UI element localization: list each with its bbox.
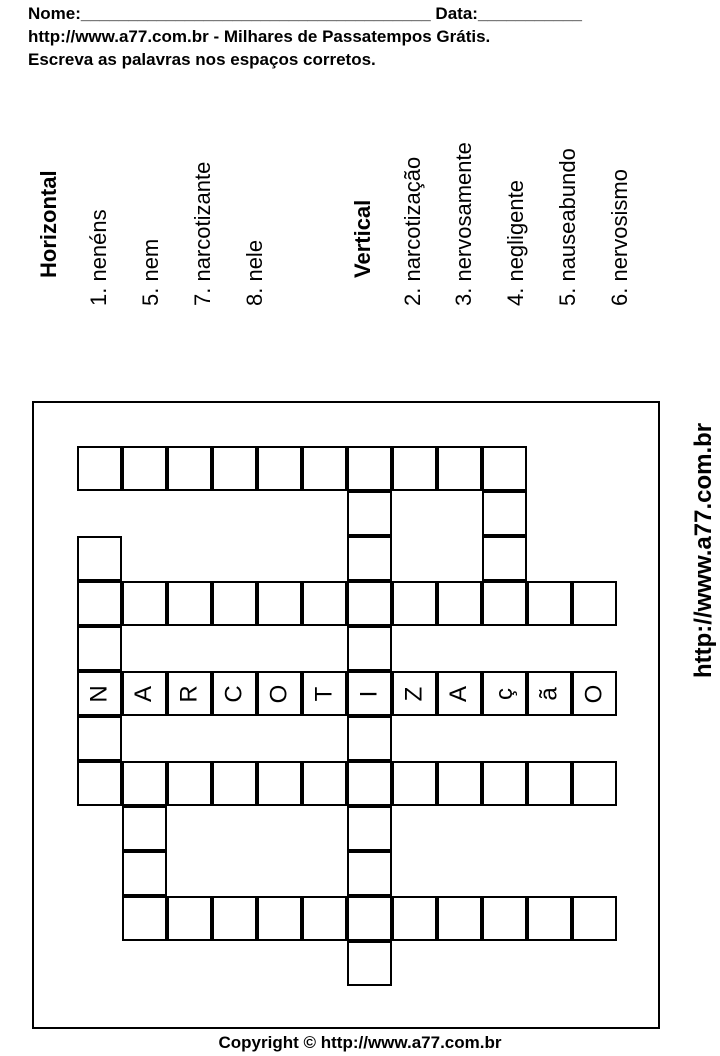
vertical-title: Vertical xyxy=(350,199,375,278)
side-url: http://www.a77.com.br xyxy=(690,422,717,678)
grid-cell[interactable] xyxy=(122,851,167,896)
footer-copyright: Copyright © http://www.a77.com.br xyxy=(218,1033,502,1052)
grid-cell[interactable] xyxy=(347,536,392,581)
grid-cell[interactable] xyxy=(347,896,392,941)
grid-cell[interactable] xyxy=(257,581,302,626)
grid-cell[interactable] xyxy=(347,941,392,986)
grid-cell[interactable] xyxy=(77,446,122,491)
grid-cell[interactable] xyxy=(302,446,347,491)
clue-horizontal: 1. nenéns xyxy=(86,209,111,306)
grid-cell[interactable] xyxy=(212,896,257,941)
grid-cell[interactable] xyxy=(527,761,572,806)
grid-letter: ç xyxy=(490,687,518,700)
grid-cell[interactable] xyxy=(167,896,212,941)
horizontal-title: Horizontal xyxy=(36,170,61,278)
grid-cell[interactable] xyxy=(347,626,392,671)
grid-cell[interactable] xyxy=(347,446,392,491)
grid-cell[interactable] xyxy=(257,446,302,491)
clue-vertical: 4. negligente xyxy=(503,180,528,306)
grid-cell[interactable] xyxy=(302,581,347,626)
grid-letter: N xyxy=(85,684,113,703)
grid-cell[interactable] xyxy=(122,581,167,626)
clue-vertical: 2. narcotização xyxy=(400,156,425,306)
site-line: http://www.a77.com.br - Milhares de Passatempos Grátis. xyxy=(28,27,491,46)
grid-cell[interactable] xyxy=(167,581,212,626)
grid-cell[interactable] xyxy=(212,761,257,806)
clue-vertical: 5. nauseabundo xyxy=(555,148,580,306)
grid-cell[interactable] xyxy=(122,761,167,806)
grid-cell[interactable] xyxy=(77,626,122,671)
grid-cell[interactable] xyxy=(257,896,302,941)
grid-cell[interactable] xyxy=(482,896,527,941)
clue-list xyxy=(0,0,720,320)
grid-cell[interactable] xyxy=(122,896,167,941)
grid-cell[interactable] xyxy=(437,896,482,941)
grid-letter: ã xyxy=(535,686,563,701)
grid-cell[interactable] xyxy=(572,896,617,941)
clue-horizontal: 5. nem xyxy=(138,238,163,306)
grid-cell[interactable] xyxy=(482,491,527,536)
grid-cell[interactable] xyxy=(392,896,437,941)
clue-vertical: 6. nervosismo xyxy=(607,169,632,306)
grid-cell[interactable] xyxy=(347,761,392,806)
grid-cell[interactable] xyxy=(527,581,572,626)
grid-letter: O xyxy=(580,684,608,703)
grid-letter: Z xyxy=(400,686,428,701)
grid-letter: I xyxy=(355,690,383,697)
grid-letter: T xyxy=(310,686,338,701)
grid-cell[interactable] xyxy=(347,581,392,626)
grid-cell[interactable] xyxy=(482,536,527,581)
grid-cell[interactable] xyxy=(572,581,617,626)
grid-cell[interactable] xyxy=(77,581,122,626)
grid-cell[interactable] xyxy=(77,536,122,581)
grid-cell[interactable] xyxy=(392,761,437,806)
grid-letter: O xyxy=(265,684,293,703)
grid-cell[interactable] xyxy=(302,761,347,806)
grid-cell[interactable] xyxy=(572,761,617,806)
clue-horizontal: 7. narcotizante xyxy=(190,161,215,306)
grid-cell[interactable] xyxy=(77,761,122,806)
grid-cell[interactable] xyxy=(212,581,257,626)
grid-cell[interactable] xyxy=(437,581,482,626)
grid-letter: C xyxy=(220,684,248,703)
grid-cell[interactable] xyxy=(482,761,527,806)
grid-cell[interactable] xyxy=(257,761,302,806)
grid-cell[interactable] xyxy=(347,716,392,761)
clue-horizontal: 8. nele xyxy=(242,239,267,306)
grid-cell[interactable] xyxy=(482,446,527,491)
grid-cell[interactable] xyxy=(212,446,257,491)
name-date-line: Nome:_____________________________________ Data:___________ xyxy=(28,4,582,23)
grid-cell[interactable] xyxy=(392,581,437,626)
grid-cell[interactable] xyxy=(527,896,572,941)
grid-cell[interactable] xyxy=(122,806,167,851)
grid-letter: A xyxy=(130,685,158,702)
grid-cell[interactable] xyxy=(77,716,122,761)
grid-cell[interactable] xyxy=(392,446,437,491)
grid-cell[interactable] xyxy=(167,761,212,806)
clue-vertical: 3. nervosamente xyxy=(451,142,476,306)
grid-cell[interactable] xyxy=(437,446,482,491)
grid-letter: R xyxy=(175,684,203,703)
instruction-line: Escreva as palavras nos espaços corretos. xyxy=(28,50,376,69)
grid-cell[interactable] xyxy=(122,446,167,491)
grid-cell[interactable] xyxy=(347,806,392,851)
grid-cell[interactable] xyxy=(167,446,212,491)
grid-cell[interactable] xyxy=(347,491,392,536)
grid-letter: A xyxy=(445,685,473,702)
grid-cell[interactable] xyxy=(482,581,527,626)
grid-cell[interactable] xyxy=(302,896,347,941)
grid-cell[interactable] xyxy=(347,851,392,896)
grid-cell[interactable] xyxy=(437,761,482,806)
